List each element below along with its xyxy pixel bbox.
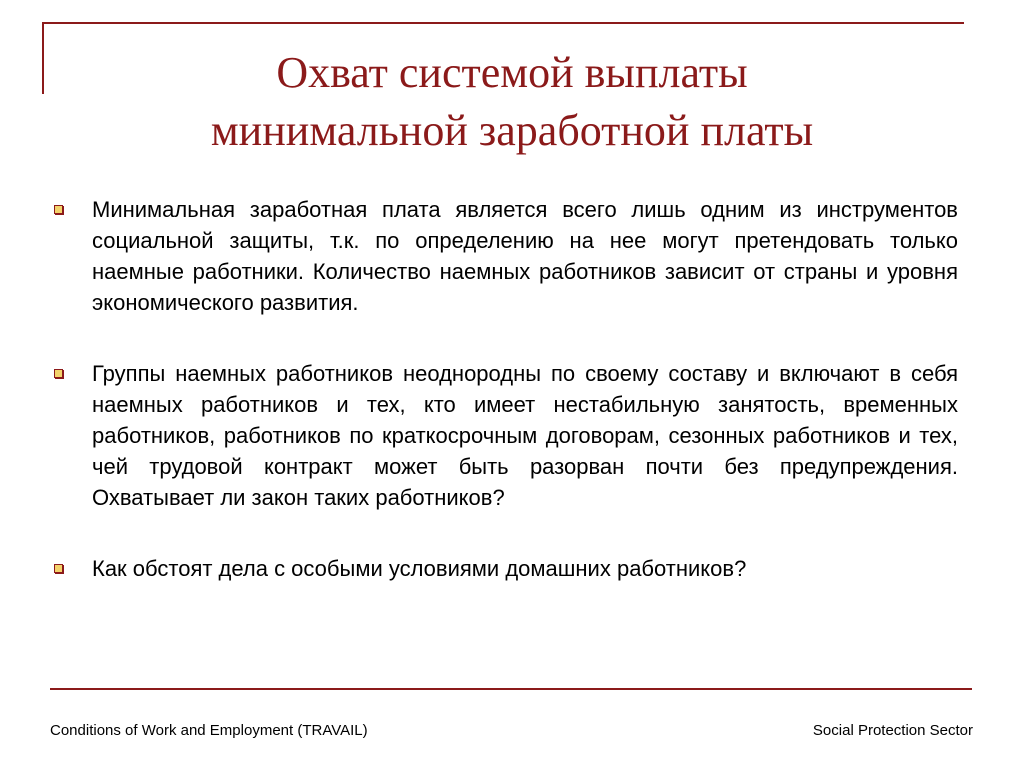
bullet-text: Как обстоят дела с особыми условиями домашних работников? [92, 556, 747, 581]
bottom-rule [50, 688, 972, 690]
square-bullet-icon [54, 205, 63, 214]
bullet-item [52, 194, 958, 318]
left-rule [42, 22, 44, 94]
slide-title [50, 44, 974, 160]
top-rule [42, 22, 964, 24]
square-bullet-icon [54, 369, 63, 378]
footer-left: Conditions of Work and Employment (TRAVAIL) [50, 722, 368, 739]
title-line-1: Охват системой выплаты [276, 48, 748, 97]
title-line-2: минимальной заработной платы [210, 106, 814, 155]
footer-right: Social Protection Sector [812, 722, 973, 739]
bullet-item [52, 358, 958, 513]
square-bullet-icon [54, 564, 63, 573]
bullet-item [52, 553, 958, 584]
bullet-list [52, 194, 958, 584]
bullet-text: Минимальная заработная плата является всего лишь одним из инструментов социальной защиты, т.к. по определению на нее могут претендовать только наемные работники. Количество наемных работников зависит от страны и уровня экономического развития. [92, 197, 958, 315]
bullet-text: Группы наемных работников неоднородны по своему составу и включают в себя наемных работников и тех, кто имеет нестабильную занятость, временных работников, работников по краткосрочным договорам, сезонных работников и тех, чей трудовой контракт может быть разорван почти без предупреждения. Охватывает ли закон таких работников? [92, 361, 958, 510]
